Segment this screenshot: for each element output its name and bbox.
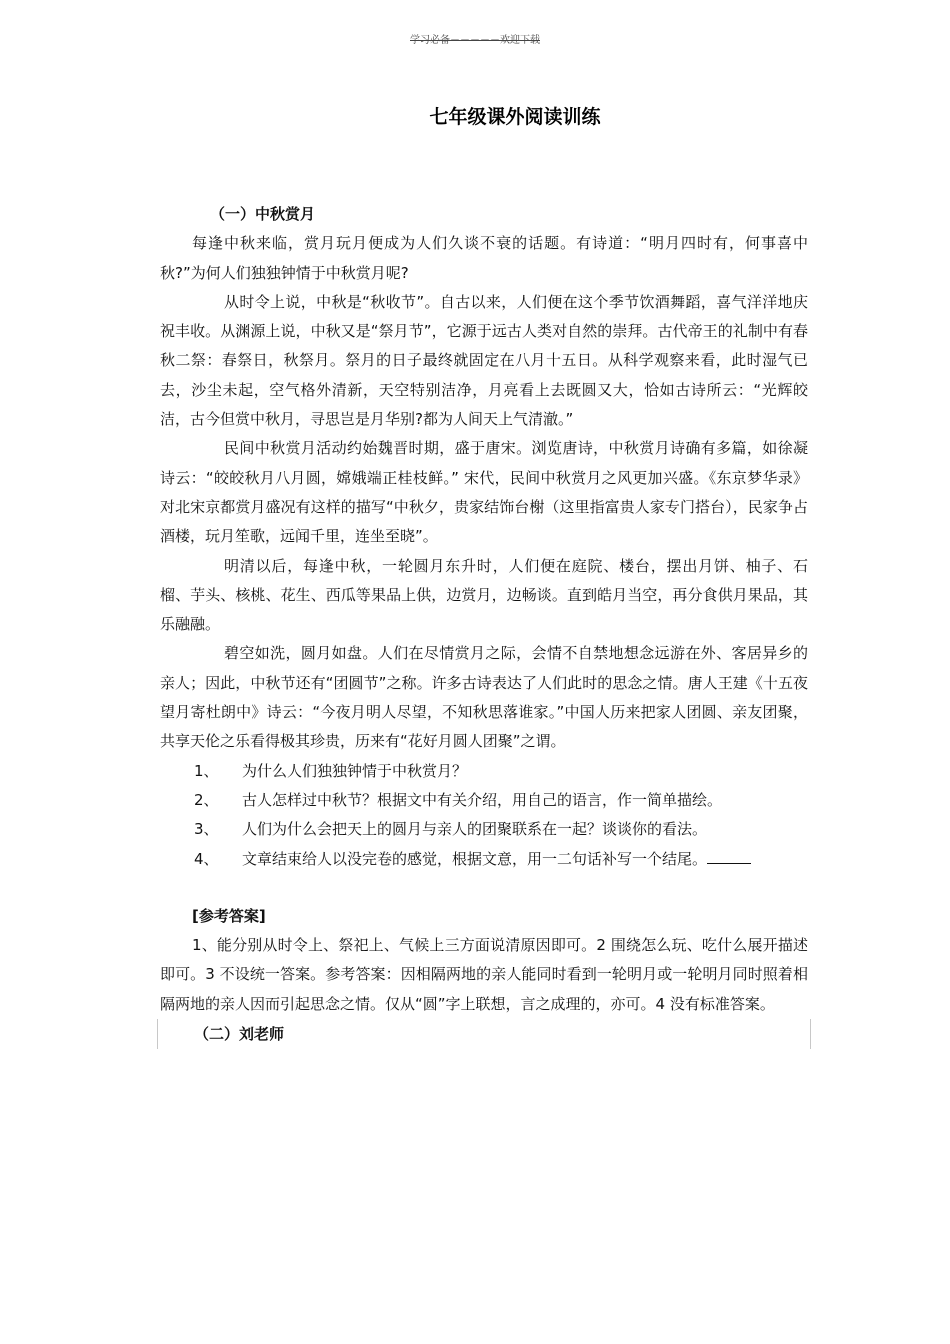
question-number: 3、 bbox=[194, 820, 219, 839]
question-item bbox=[160, 757, 808, 786]
document-body bbox=[160, 200, 808, 1049]
question-item bbox=[160, 786, 808, 815]
paragraph: 每逢中秋来临，赏月玩月便成为人们久谈不衰的话题。有诗道：“明月四时有，何事喜中秋?”为何人们独独钟情于中秋赏月呢? bbox=[160, 234, 808, 282]
question-item bbox=[160, 845, 808, 874]
paragraph: 碧空如洗，圆月如盘。人们在尽情赏月之际，会情不自禁地想念远游在外、客居异乡的亲人；因此，中秋节还有“团圆节”之称。许多古诗表达了人们此时的思念之情。唐人王建《十五夜望月寄杜朗中》诗云：“今夜月明人尽望，不知秋思落谁家。”中国人历来把家人团圆、亲友团聚，共享天伦之乐看得极其珍贵，历来有“花好月圆人团聚”之谓。 bbox=[160, 644, 808, 751]
question-text: 人们为什么会把天上的圆月与亲人的团聚联系在一起？谈谈你的看法。 bbox=[242, 820, 708, 839]
question-number: 4、 bbox=[194, 849, 219, 868]
paragraph: 从时令上说，中秋是“秋收节”。自古以来，人们便在这个季节饮酒舞蹈，喜气洋洋地庆祝丰收。从渊源上说，中秋又是“祭月节”，它源于远古人类对自然的崇拜。古代帝王的礼制中有春秋二祭：春祭日，秋祭月。祭月的日子最终就固定在八月十五日。从科学观察来看，此时湿气已去，沙尘未起，空气格外清新，天空特别洁净，月亮看上去既圆又大，恰如古诗所云：“光辉皎洁，古今但赏中秋月，寻思岂是月华别?都为人间天上气清澈。” bbox=[160, 292, 808, 429]
document-title: 七年级课外阅读训练 bbox=[429, 106, 601, 128]
answer-blank-line bbox=[707, 851, 751, 864]
question-item bbox=[160, 815, 808, 844]
question-number: 1、 bbox=[194, 761, 219, 780]
paragraph: 明清以后，每逢中秋，一轮圆月东升时，人们便在庭院、楼台，摆出月饼、柚子、石榴、芋头、核桃、花生、西瓜等果品上供，边赏月，边畅谈。直到皓月当空，再分食供月果品，其乐融融。 bbox=[160, 556, 808, 634]
section2-box bbox=[157, 1019, 811, 1049]
page-header-note: 学习必备－－－－－欢迎下载 bbox=[410, 35, 540, 46]
question-text bbox=[242, 845, 808, 874]
question-text: 古人怎样过中秋节？根据文中有关介绍，用自己的语言，作一简单描绘。 bbox=[242, 790, 723, 809]
question-text-content: 文章结束给人以没完卷的感觉，根据文意，用一二句话补写一个结尾。 bbox=[242, 849, 708, 868]
question-number: 2、 bbox=[194, 790, 219, 809]
section-heading: （一）中秋赏月 bbox=[210, 205, 316, 223]
answer-heading: [参考答案] bbox=[192, 906, 266, 925]
answer-text: 1、能分别从时令上、祭祀上、气候上三方面说清原因即可。2 围绕怎么玩、吃什么展开描述即可。3 不设统一答案。参考答案：因相隔两地的亲人能同时看到一轮明月或一轮明月同时照着相隔两地的亲人因而引起思念之情。仅从“圆”字上联想，言之成理的，亦可。4 没有标准答案。 bbox=[160, 936, 808, 1013]
question-text: 为什么人们独独钟情于中秋赏月？ bbox=[242, 761, 468, 780]
section-heading: （二）刘老师 bbox=[194, 1025, 285, 1044]
paragraph: 民间中秋赏月活动约始魏晋时期，盛于唐宋。浏览唐诗，中秋赏月诗确有多篇，如徐凝诗云：“皎皎秋月八月圆，嫦娥端正桂枝鲜。” 宋代，民间中秋赏月之风更加兴盛。《东京梦华录》对北宋京都赏月盛况有这样的描写“中秋夕，贵家结饰台榭（这里指富贵人家专门搭台），民家争占酒楼，玩月笙歌，远闻千里，连坐至晓”。 bbox=[160, 439, 808, 546]
